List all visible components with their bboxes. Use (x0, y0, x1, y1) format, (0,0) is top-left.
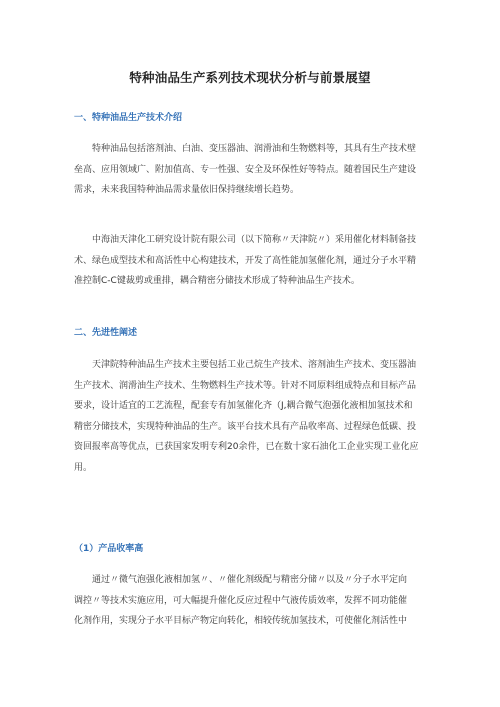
document-title: 特种油品生产系列技术现状分析与前景展望 (129, 70, 371, 85)
paragraph-line: 天津院特种油品生产技术主要包括工业己烷生产技术、溶剂油生产技术、变压器油 (92, 360, 417, 370)
paragraph (74, 355, 434, 478)
paragraph-line: 生产技术、润滑油生产技术、生物燃料生产技术等。针对不同原料组成特点和目标产品 (74, 380, 417, 391)
section-heading: 一、特种油品生产技术介绍 (74, 113, 183, 123)
paragraph-line: 调控〃等技术实施应用，可大幅提升催化反应过程中气液传质效率，发挥不同功能催 (74, 595, 408, 606)
paragraph (74, 139, 434, 201)
paragraph-line: 中海油天津化工研究设计院有限公司（以下简称〃天津院〃）采用催化材料制备技 (92, 235, 417, 245)
paragraph-line: 资回报率高等优点，已获国家发明专利20余件，已在数十家石油化工企业实现工业化应 (74, 442, 419, 452)
paragraph (74, 570, 434, 632)
paragraph-line: 精密分储技术，实现特种油品的生产。该平台技术具有产品收率高、过程绿色低碳、投 (74, 421, 417, 432)
subsection-heading: （1）产品收率高 (74, 544, 144, 554)
paragraph-line: 特种油品包括溶剂油、白油、变压器油、润滑油和生物燃料等，其具有生产技术壁 (92, 144, 417, 154)
paragraph-line: 要求，设计适宜的工艺流程，配套专有加氢催化齐（J,耦合微气泡强化液相加氢技术和 (74, 401, 413, 411)
paragraph-line: 术、绿色成型技术和高活性中心构建技术，开发了高性能加氢催化剂，通过分子水平精 (74, 255, 417, 266)
section-heading: 二、先进性阐述 (74, 328, 138, 338)
paragraph-line: 需求，未来我国特种油品需求量依旧保持继续增长趋势。 (74, 185, 300, 195)
paragraph-line: 准控制C-C键裁剪或重排，耦合精密分储技术形成了特种油品生产技术。 (74, 276, 360, 286)
paragraph-line: 通过〃微气泡强化液相加氢〃、〃催化剂级配与精密分储〃以及〃分子水平定向 (92, 575, 408, 585)
paragraph-line: 用。 (74, 462, 93, 473)
paragraph-line: 垒高、应用领域广、附加值高、专一性强、安全及环保性好等特点。随着国民生产建设 (74, 164, 417, 175)
paragraph (74, 230, 434, 292)
paragraph-line: 化剂作用，实现分子水平目标产物定向转化，相较传统加氢技术，可使催化剂活性中 (74, 616, 408, 626)
